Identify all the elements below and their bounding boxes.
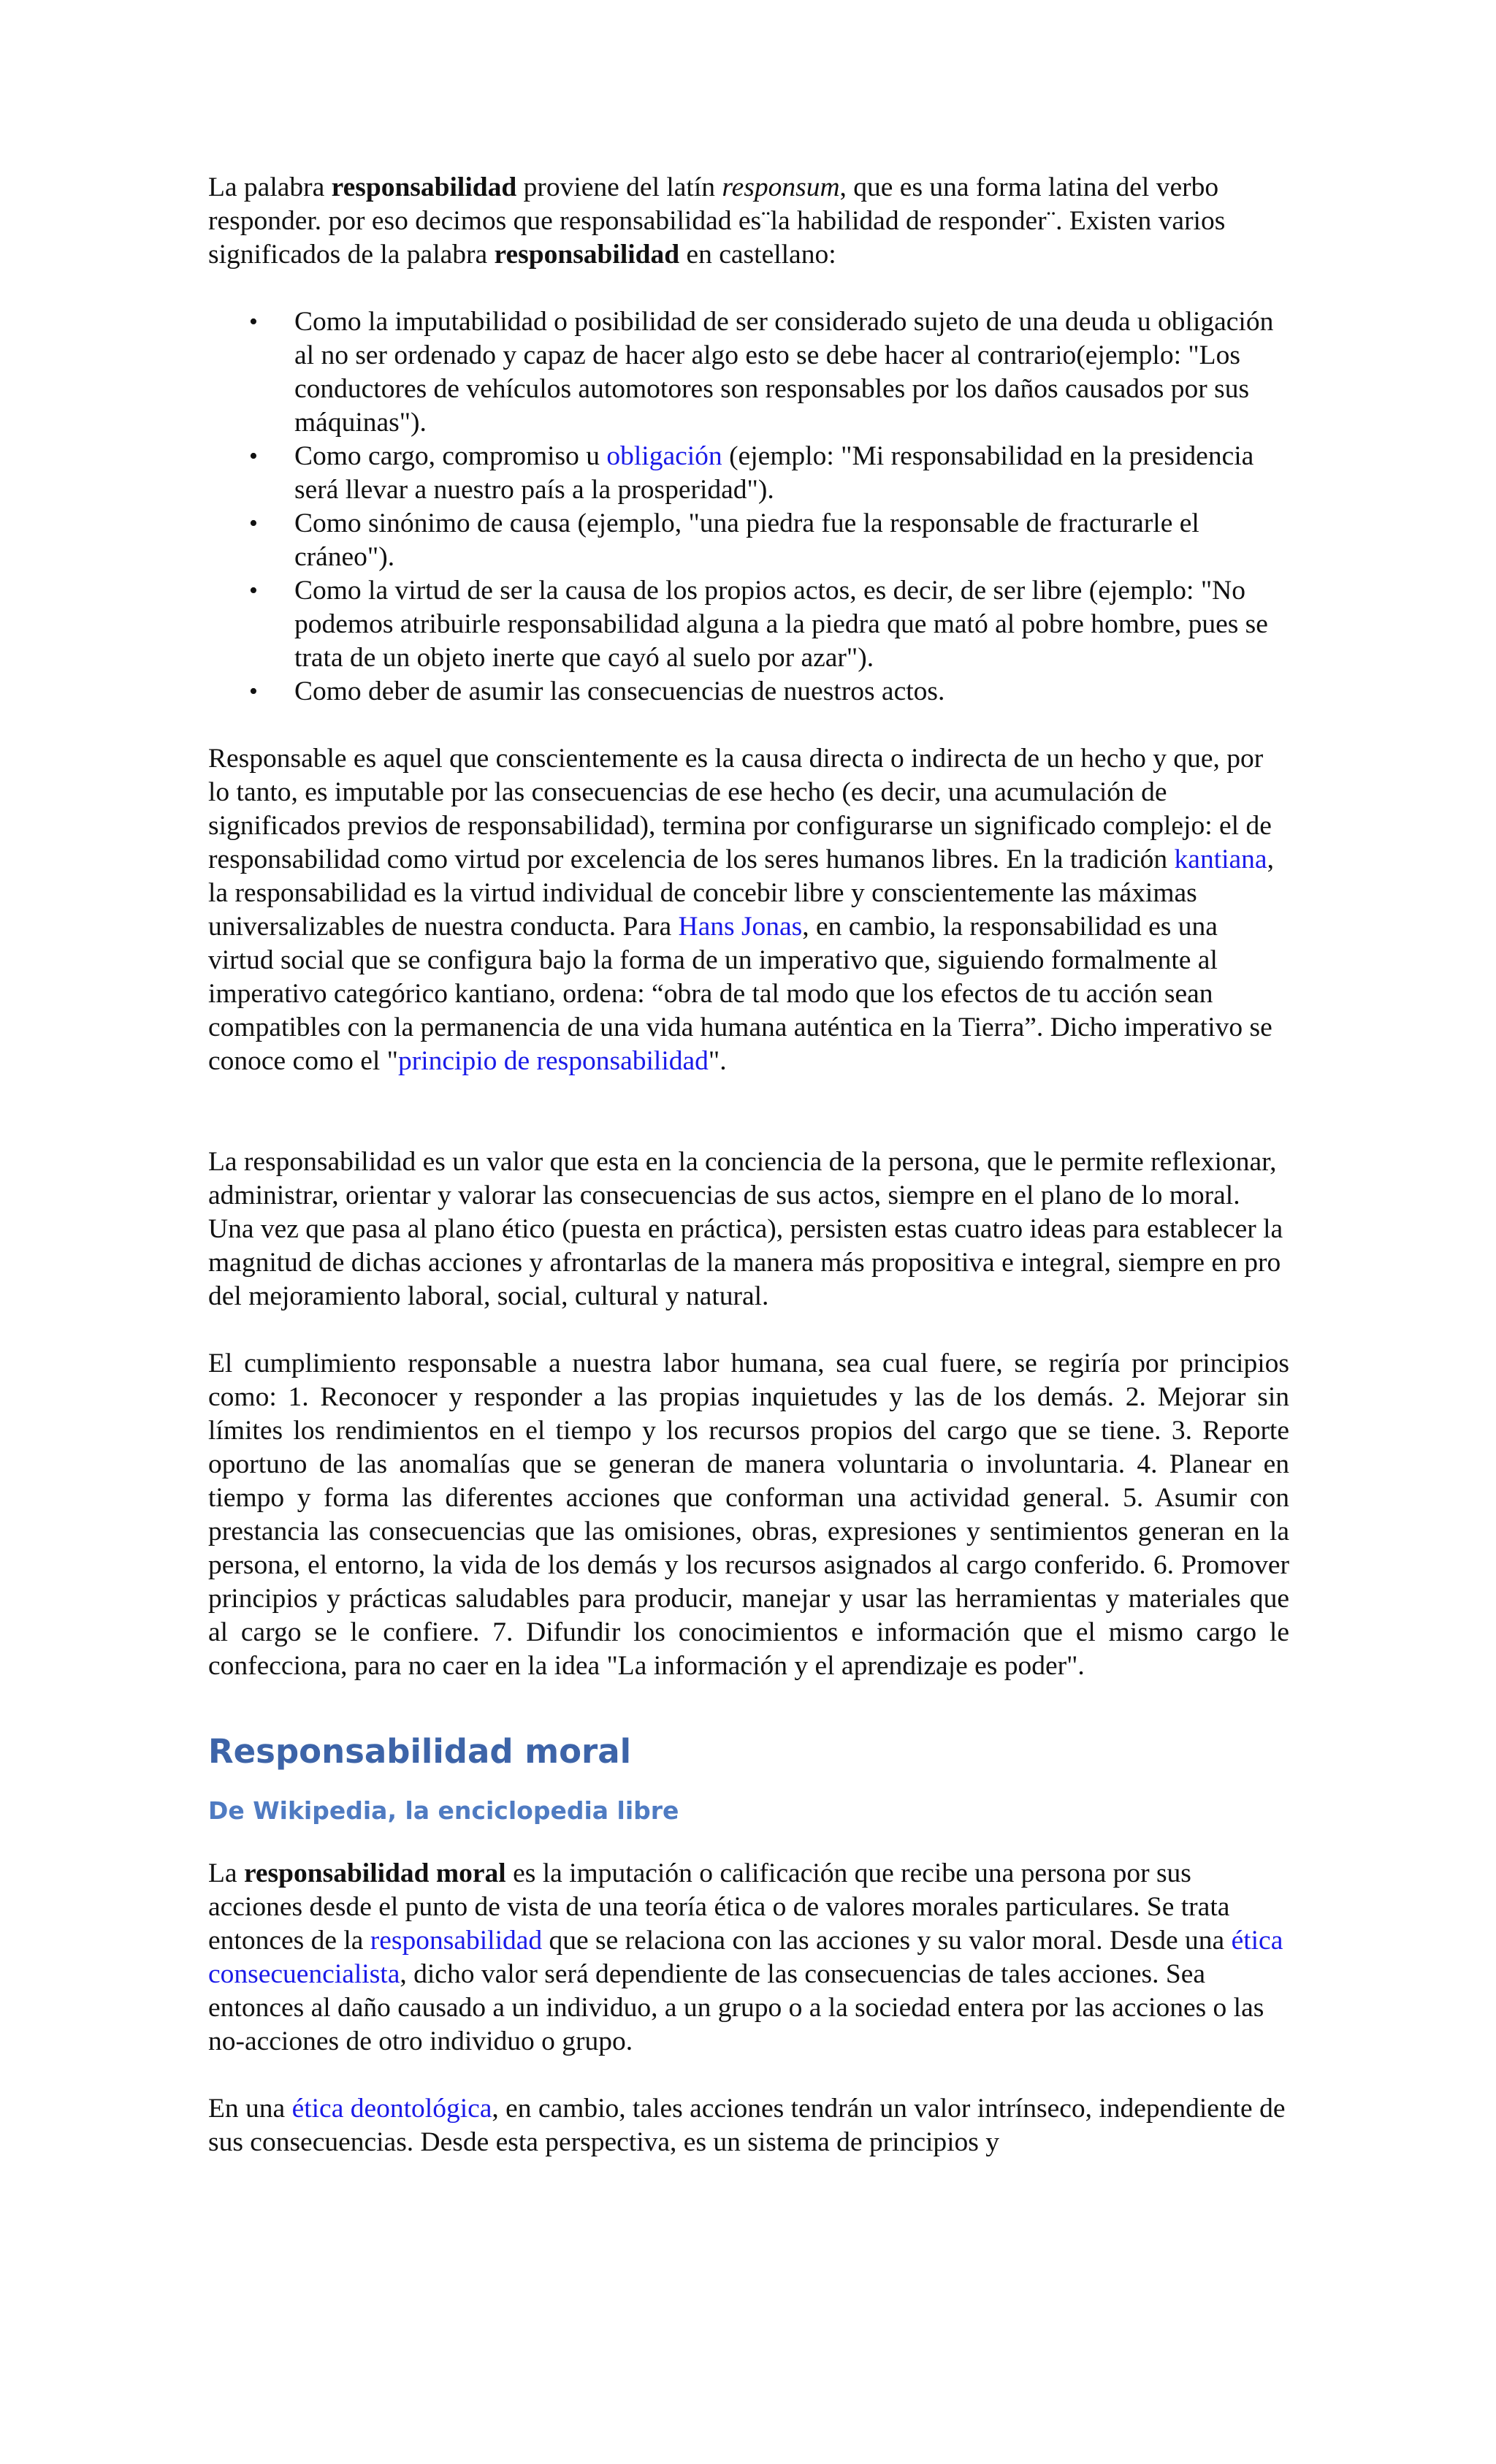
paragraph-text: , en cambio, la responsabilidad es una virtud social que se configura bajo la forma de un imperativo que, siguiendo formalmente al imperativo categórico kantiano, ordena: “obra de tal modo que los efectos de tu acción sean compatibles con la permanencia de una vida humana auténtica en la Tierra”. Dicho imperativo se conoce como el "	[208, 912, 1272, 1076]
responsable-paragraph	[208, 742, 1289, 1078]
list-item: • Como la virtud de ser la causa de los propios actos, es decir, de ser libre (ejemplo: "No podemos atribuirle responsabilidad alguna a la piedra que mató al pobre hombre, pues se trata de un objeto inerte que cayó al suelo por azar").	[294, 574, 1289, 675]
list-item: • Como la imputabilidad o posibilidad de ser considerado sujeto de una deuda u obligación al no ser ordenado y capaz de hacer algo esto se debe hacer al contrario(ejemplo: "Los conductores de vehículos automotores son responsables por los daños causados por sus máquinas").	[294, 305, 1289, 440]
deontologica-paragraph	[208, 2092, 1289, 2159]
intro-text: , que es una forma latina del verbo responder. por eso decimos que responsabilidad es¨la habilidad de responder¨. Existen varios significados de la palabra	[208, 172, 1226, 270]
section-subheading: De Wikipedia, la enciclopedia libre	[208, 1796, 679, 1825]
link-principio-de-responsabilidad[interactable]: principio de responsabilidad	[398, 1046, 709, 1076]
intro-latin-term: responsum	[722, 172, 840, 202]
link-etica-deontologica[interactable]: ética deontológica	[291, 2094, 492, 2124]
list-item-text: Como cargo, compromiso u	[294, 441, 607, 471]
valor-paragraph: La responsabilidad es un valor que esta en la conciencia de la persona, que le permite reflexionar, administrar, orientar y valorar las consecuencias de sus actos, siempre en el plano de lo moral. Una vez que pasa al plano ético (puesta en práctica), persisten estas cuatro ideas para establecer la magnitud de dichas acciones y afrontarlas de la manera más propositiva e integral, siempre en pro del mejoramiento laboral, social, cultural y natural.	[208, 1147, 1283, 1311]
moral-paragraph	[208, 1857, 1289, 2059]
list-item-text: (ejemplo: "Mi responsabilidad en la presidencia será llevar a nuestro país a la prosperidad").	[294, 441, 1254, 505]
link-hans-jonas[interactable]: Hans Jonas	[678, 912, 803, 942]
paragraph-text: , en cambio, tales acciones tendrán un valor intrínseco, independiente de sus consecuencias. Desde esta perspectiva, es un sistema de principios y	[208, 2094, 1286, 2157]
cumplimiento-paragraph: El cumplimiento responsable a nuestra labor humana, sea cual fuere, se regiría por principios como: 1. Reconocer y responder a las propias inquietudes y las de los demás. 2. Mejorar sin límites los rendimientos en el tiempo y los recursos propios del cargo que se tiene. 3. Reporte oportuno de las anomalías que se generan de manera voluntaria o involuntaria. 4. Planear en tiempo y forma las diferentes acciones que conforman una actividad general. 5. Asumir con prestancia las consecuencias que las omisiones, obras, expresiones y sentimientos generan en la persona, el entorno, la vida de los demás y los recursos asignados al cargo conferido. 6. Promover principios y prácticas saludables para producir, manejar y usar las herramientas y materiales que al cargo se le confiere. 7. Difundir los conocimientos e información que el mismo cargo le confecciona, para no caer en la idea "La información y el aprendizaje es poder".	[208, 1349, 1289, 1681]
paragraph-text: En una	[208, 2094, 292, 2124]
link-obligacion[interactable]: obligación	[606, 441, 722, 471]
paragraph-text: que se relaciona con las acciones y su valor moral. Desde una	[542, 1926, 1232, 1956]
intro-bold-term: responsabilidad	[331, 172, 517, 202]
bold-term: responsabilidad moral	[243, 1858, 506, 1888]
link-responsabilidad[interactable]: responsabilidad	[370, 1926, 543, 1956]
meanings-list	[208, 305, 1289, 709]
link-etica-consecuencialista[interactable]: ética consecuencialista	[208, 1926, 1283, 1989]
intro-text: La palabra	[208, 172, 332, 202]
list-item: • Como deber de asumir las consecuencias de nuestros actos.	[294, 675, 1289, 709]
paragraph-text: , la responsabilidad es la virtud individual de concebir libre y conscientemente las máximas universalizables de nuestra conducta. Para	[208, 844, 1274, 942]
paragraph-text: La	[208, 1858, 244, 1888]
intro-paragraph	[208, 171, 1289, 272]
link-kantiana[interactable]: kantiana	[1174, 844, 1267, 874]
list-item: • Como sinónimo de causa (ejemplo, "una piedra fue la responsable de fracturarle el cráneo").	[294, 507, 1289, 574]
paragraph-text: Responsable es aquel que conscientemente es la causa directa o indirecta de un hecho y que, por lo tanto, es imputable por las consecuencias de ese hecho (es decir, una acumulación de significados previos de responsabilidad), termina por configurarse un significado complejo: el de responsabilidad como virtud por excelencia de los seres humanos libres. En la tradición	[208, 744, 1272, 874]
paragraph-text: ".	[708, 1046, 727, 1076]
paragraph-text: es la imputación o calificación que recibe una persona por sus acciones desde el punto de vista de una teoría ética o de valores morales particulares. Se trata entonces de la	[208, 1858, 1230, 1956]
intro-text: en castellano:	[679, 240, 836, 270]
document-body	[208, 171, 1289, 2159]
intro-text: proviene del latín	[516, 172, 722, 202]
intro-bold-term: responsabilidad	[494, 240, 680, 270]
section-heading: Responsabilidad moral	[208, 1732, 632, 1771]
list-item	[294, 440, 1289, 507]
paragraph-text: , dicho valor será dependiente de las consecuencias de tales acciones. Sea entonces al daño causado a un individuo, a un grupo o a la sociedad entera por las acciones o las no-acciones de otro individuo o grupo.	[208, 1959, 1264, 2056]
